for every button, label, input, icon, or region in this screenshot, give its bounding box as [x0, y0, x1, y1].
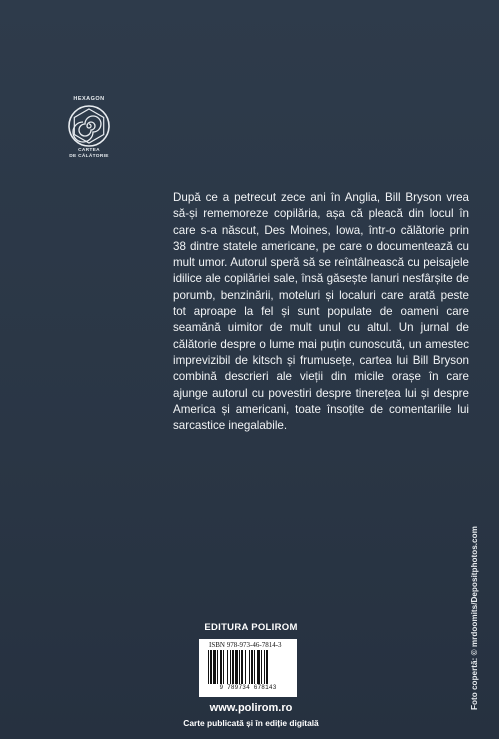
barcode-bar — [220, 650, 222, 684]
logo-top-text: HEXAGON — [73, 96, 105, 102]
barcode-bar — [230, 650, 231, 684]
barcode-bar — [251, 650, 253, 684]
barcode-bar — [257, 650, 260, 684]
barcode-bar — [266, 650, 268, 684]
publisher-website[interactable]: www.polirom.ro — [209, 702, 293, 714]
photo-credit: Foto copertă: © mrdoomits/Depositphotos.com — [470, 526, 479, 710]
barcode-bar — [264, 650, 265, 684]
barcode-bar — [227, 650, 228, 684]
digital-edition-note: Carte publicată și în ediție digitală — [183, 718, 319, 728]
barcode-bar — [254, 650, 255, 684]
barcode-bar — [223, 650, 224, 684]
barcode-bar — [249, 650, 250, 684]
hexagon-logo — [58, 96, 120, 168]
barcode-bar — [239, 650, 240, 684]
barcode-bar — [232, 650, 234, 684]
isbn-barcode-block — [199, 639, 297, 697]
barcode-bar — [213, 650, 216, 684]
isbn-label: ISBN 978-973-46-7814-3 — [209, 641, 282, 649]
barcode-bar — [245, 650, 246, 684]
publisher-name: EDITURA POLIROM — [204, 622, 298, 633]
barcode-bar — [261, 650, 262, 684]
barcode-bar — [208, 650, 209, 684]
logo-bottom-line1: CARTEA — [78, 148, 100, 153]
book-description — [173, 190, 469, 434]
spiral-hexagon-icon — [67, 104, 111, 148]
logo-bottom-line2: DE CĂLĂTORIE — [69, 154, 109, 159]
barcode-icon — [206, 650, 290, 684]
barcode-bar — [235, 650, 238, 684]
barcode-bar — [241, 650, 243, 684]
description-text: După ce a petrecut zece ani în Anglia, Bill Bryson vrea să-și rememoreze copilăria, așa că pleacă din locul în care s-a născut, Des Moines, Iowa, într-o călătorie prin 38 dintre statele americane, pe care o documentează cu mult umor. Autorul speră să se reîntâlnească cu peisajele idilice ale copilăriei sale, însă găsește lanuri nesfârșite de porumb, benzinării, moteluri și localuri care arată peste tot aproape la fel și sunt populate de oameni care seamănă uimitor de mult unul cu altul. Un jurnal de călătorie despre o lume mai puțin cunoscută, un amestec imprevizibil de kitsch și frumusețe, cartea lui Bill Bryson combină descrieri ale vieții din micile orașe în care ajunge autorul cu povestiri despre tinerețea lui și despre America și americani, toate însoțite de comentariile lui sarcastice inegalabile. — [173, 191, 469, 433]
barcode-number: 9 789734 678143 — [219, 684, 277, 691]
barcode-bar — [210, 650, 212, 684]
barcode-bar — [217, 650, 218, 684]
